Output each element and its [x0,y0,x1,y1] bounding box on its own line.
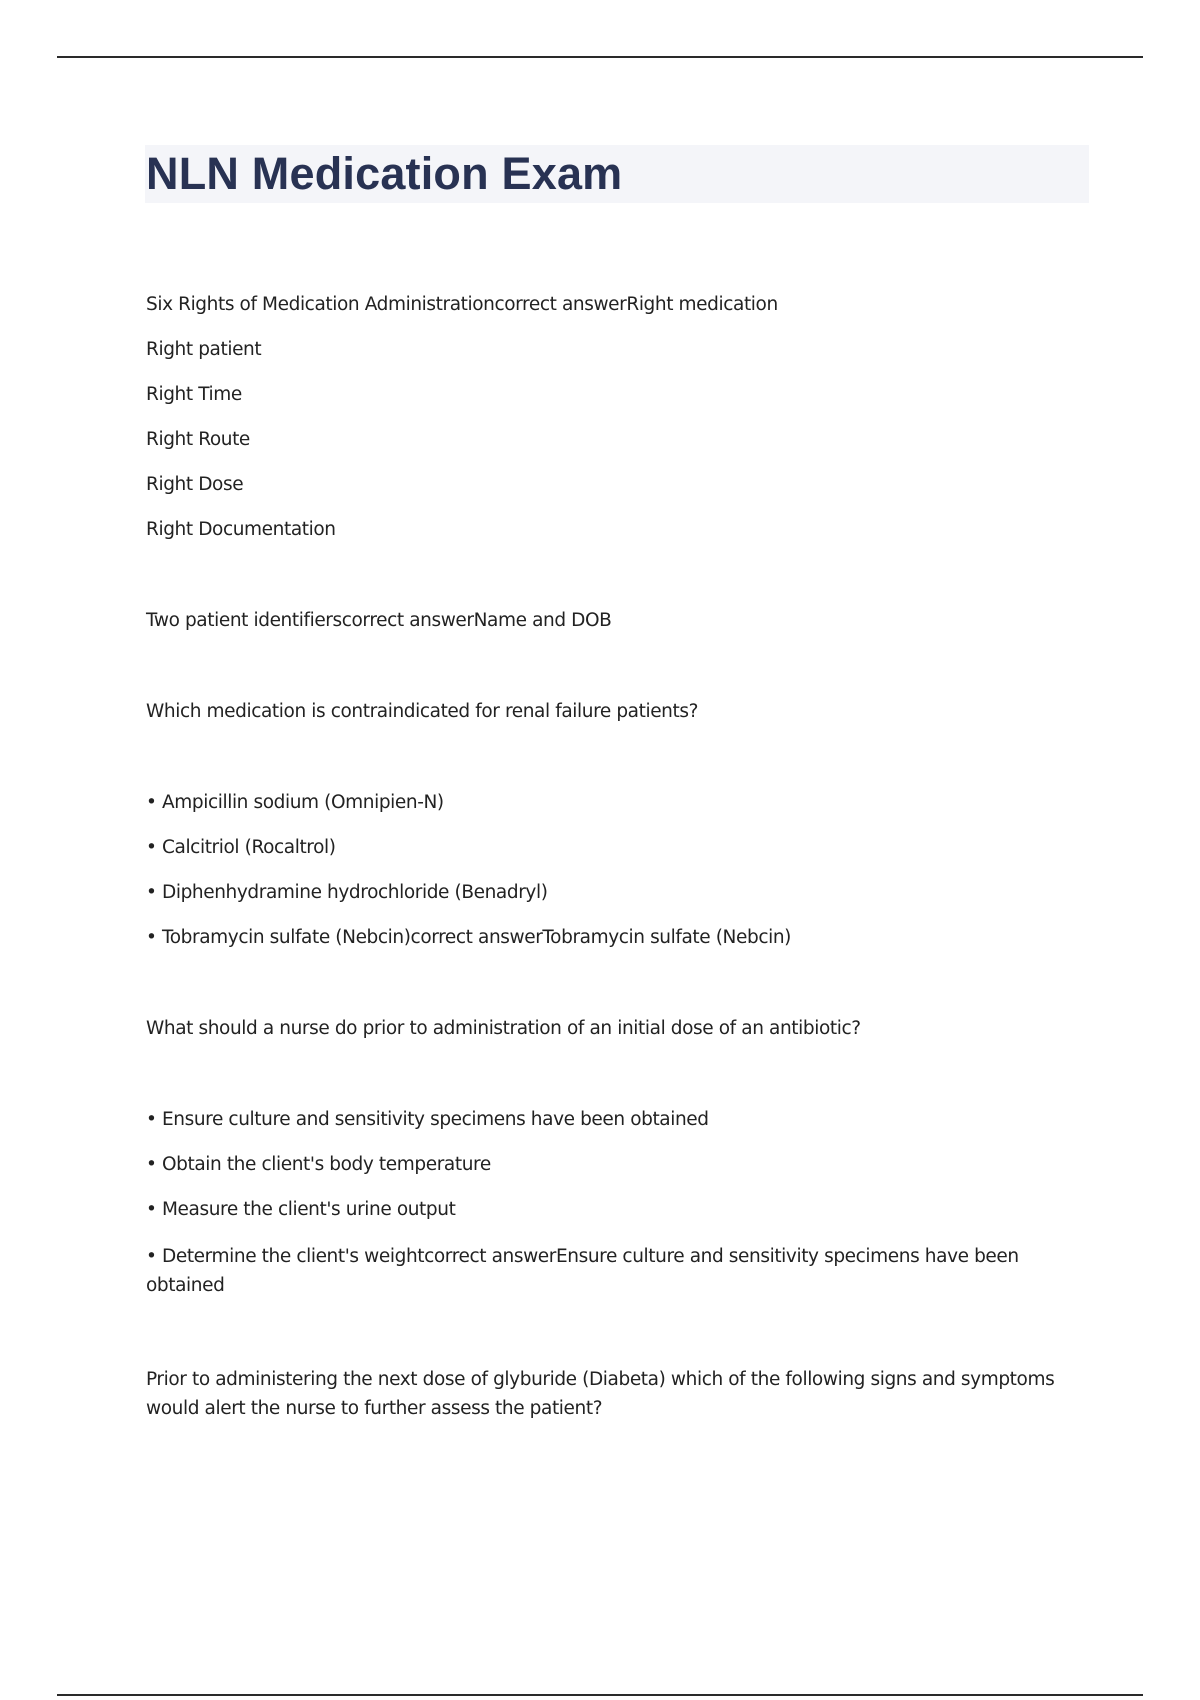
question-text: Six Rights of Medication Administrationcorrect answerRight medication [146,294,778,315]
answer-line: Right Dose [146,474,244,495]
answer-line: Right Time [146,384,242,405]
question-text: Prior to administering the next dose of glyburide (Diabeta) which of the following signs and symptoms would alert the nurse to further assess the patient? [146,1369,1055,1419]
option-line: • Tobramycin sulfate (Nebcin)correct answerTobramycin sulfate (Nebcin) [146,927,791,948]
footer-rule [57,1694,1143,1696]
option-line: • Ampicillin sodium (Omnipien-N) [146,792,444,813]
option-line: • Ensure culture and sensitivity specimens have been obtained [146,1109,709,1130]
option-line: • Diphenhydramine hydrochloride (Benadryl) [146,882,548,903]
header-rule [57,56,1143,58]
answer-line: Right Route [146,429,250,450]
answer-line: Right Documentation [146,519,336,540]
document-body [146,292,1091,1423]
option-line: • Calcitriol (Rocaltrol) [146,837,336,858]
question-text: Which medication is contraindicated for renal failure patients? [146,701,699,722]
option-line: • Obtain the client's body temperature [146,1154,491,1175]
option-line: • Measure the client's urine output [146,1199,456,1220]
question-text: Two patient identifierscorrect answerName and DOB [146,610,612,631]
page-title: NLN Medication Exam [146,148,623,199]
question-text: What should a nurse do prior to administration of an initial dose of an antibiotic? [146,1018,861,1039]
option-line: • Determine the client's weightcorrect answerEnsure culture and sensitivity specimens have been obtained [146,1246,1019,1296]
answer-line: Right patient [146,339,262,360]
